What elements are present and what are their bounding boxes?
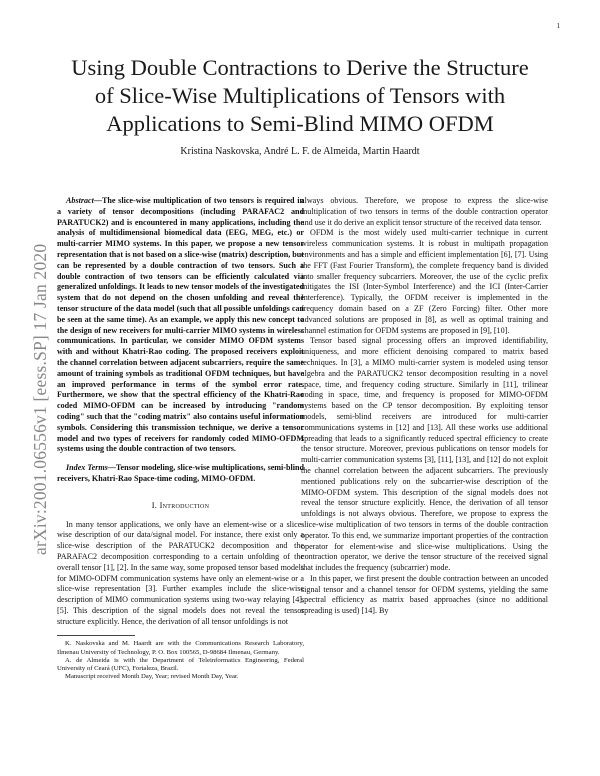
- section-heading: I. Introduction: [151, 500, 210, 510]
- footnote-rule: [57, 635, 135, 636]
- arxiv-stamp: arXiv:2001.06556v1 [eess.SP] 17 Jan 2020: [30, 243, 50, 555]
- footnote: K. Naskovska and M. Haardt are with the Communications Research Laboratory, Ilmenau University of Technology, P. O. Box 100565, D-98684 Ilmenau, Germany.: [57, 640, 304, 656]
- abstract: [57, 196, 304, 455]
- body-paragraph: Tensor based signal processing offers an improved identifiability, uniqueness, and more efficient denoising compared to matrix based techniques. In [3], a MIMO multi-carrier system is modeled using tensor algebra and the PARATUCK2 tensor decomposition resulting in a novel space, time, and frequency coding structure. Similarly in [11], trilinear coding in space, time, and frequency is proposed for MIMO-OFDM systems based on the CP tensor decomposition. By exploiting tensor models, semi-blind receivers are introduced for multi-carrier communications systems in [12] and [13]. All these works use additional spreading that leads to a significantly reduced spectral efficiency to create the tensor structure. Moreover, previous publications on tensor models for multi-carrier communication systems [3], [11], [13], and [12] do not exploit the channel correlation between the adjacent subcarriers. The previously mentioned publications rely on the subcarrier-wise description of the MIMO-OFDM system. This description of the signal models does not reveal the tensor structure explicitly. Hence, the derivation of all tensor unfoldings is not always obvious. Therefore, we propose to express the slice-wise multiplication of two tensors in terms of the double contraction operator. To this end, we summarize important properties of the contraction operator for element-wise and slice-wise multiplications. Using the contraction operator, we derive the tensor structure of the received signal that includes the frequency (subcarrier) mode.: [301, 336, 548, 573]
- footnote: A. de Almeida is with the Department of Teleinformatics Engineering, Federal University of Ceará (UFC), Fortaleza, Brazil.: [57, 656, 304, 673]
- body-paragraph: OFDM is the most widely used multi-carrier technique in current wireless communication systems. It is robust in multipath propagation environments and has a simple and efficient implementation [6], [7]. Using the FFT (Fast Fourier Transform), the complete frequency band is divided into smaller frequency subcarriers. Moreover, the use of the cyclic prefix mitigates the ISI (Inter-Symbol Interference) and the ICI (Inter-Carrier Interference). Typically, the OFDM receiver is implemented in the frequency domain based on a ZF (Zero Forcing) filter. Other more advanced solutions are proposed in [8], as well as optimal training and channel estimation for OFDM systems are proposed in [9], [10].: [301, 228, 548, 335]
- abstract-lead: Abstract: [66, 196, 94, 205]
- abstract-text: —The slice-wise multiplication of two tensors is required in a variety of tensor decompositions (including PARAFAC2 and PARATUCK2) and is encountered in many applications, including the analysis of multidimensional biomedical data (EEG, MEG, etc.) or multi-carrier MIMO systems. In this paper, we propose a new tensor representation that is not based on a slice-wise (matrix) description, but can be represented by a double contraction of two tensors. Such a double contraction of two tensors can be efficiently calculated via generalized unfoldings. It leads to new tensor models of the investigated system that do not depend on the chosen unfolding and reveal the tensor structure of the data model (such that all possible unfoldings can be seen at the same time). As an example, we apply this new concept to the design of new receivers for multi-carrier MIMO systems in wireless communications. In particular, we consider MIMO OFDM systems with and without Khatri-Rao coding. The proposed receivers exploit the channel correlation between adjacent subcarriers, require the same amount of training symbols as traditional OFDM techniques, but have an improved performance in terms of the symbol error rate. Furthermore, we show that the spectral efficiency of the Khatri-Rao coded MIMO-OFDM can be increased by introducing "random coding" such that the "coding matrix" also contains useful information symbols. Considering this transmission technique, we derive a tensor model and two types of receivers for randomly coded MIMO-OFDM systems using the double contraction of two tensors.: [57, 196, 304, 454]
- intro-paragraph: In many tensor applications, we only have an element-wise or a slice-wise description of our data/signal model. For instance, there exist only a slice-wise description of the PARATUCK2 decomposition and the PARAFAC2 decomposition corresponding to a certain unfolding of the overall tensor [1], [2]. In the same way, some proposed tensor based models for MIMO-ODFM communication systems have only an element-wise or a slice-wise representation [3]. Further examples include the slice-wise description of MIMO communication systems using two-way relaying [4], [5]. This description of the signal models does not reveal the tensor structure explicitly. Hence, the derivation of all tensor unfoldings is not: [57, 519, 304, 626]
- page-number: 1: [556, 22, 560, 30]
- paper-title: Using Double Contractions to Derive the Structure of Slice-Wise Multiplications of Tensors with Applications to Semi-Blind MIMO OFDM: [71, 55, 529, 136]
- index-terms: [57, 463, 304, 485]
- author-list: Kristina Naskovska, André L. F. de Almeida, Martin Haardt: [180, 146, 420, 157]
- body-paragraph: In this paper, we first present the double contraction between an uncoded signal tensor and a channel tensor for OFDM systems, yielding the same spectral efficiency as matrix based approaches (since no additional spreading is used) [14]. By: [301, 573, 548, 616]
- body-paragraph: always obvious. Therefore, we propose to express the slice-wise multiplication of two tensors in terms of the double contraction operator and use it do derive an explicit tensor structure of the received data tensor.: [301, 196, 548, 227]
- index-terms-lead: Index Terms: [66, 463, 108, 473]
- index-terms-text: —Tensor modeling, slice-wise multiplications, semi-blind receivers, Khatri-Rao Space-time coding, MIMO-OFDM.: [57, 463, 304, 483]
- footnote: Manuscript received Month Day, Year; revised Month Day, Year.: [65, 673, 239, 681]
- left-column: [57, 196, 304, 682]
- right-column: [301, 196, 548, 617]
